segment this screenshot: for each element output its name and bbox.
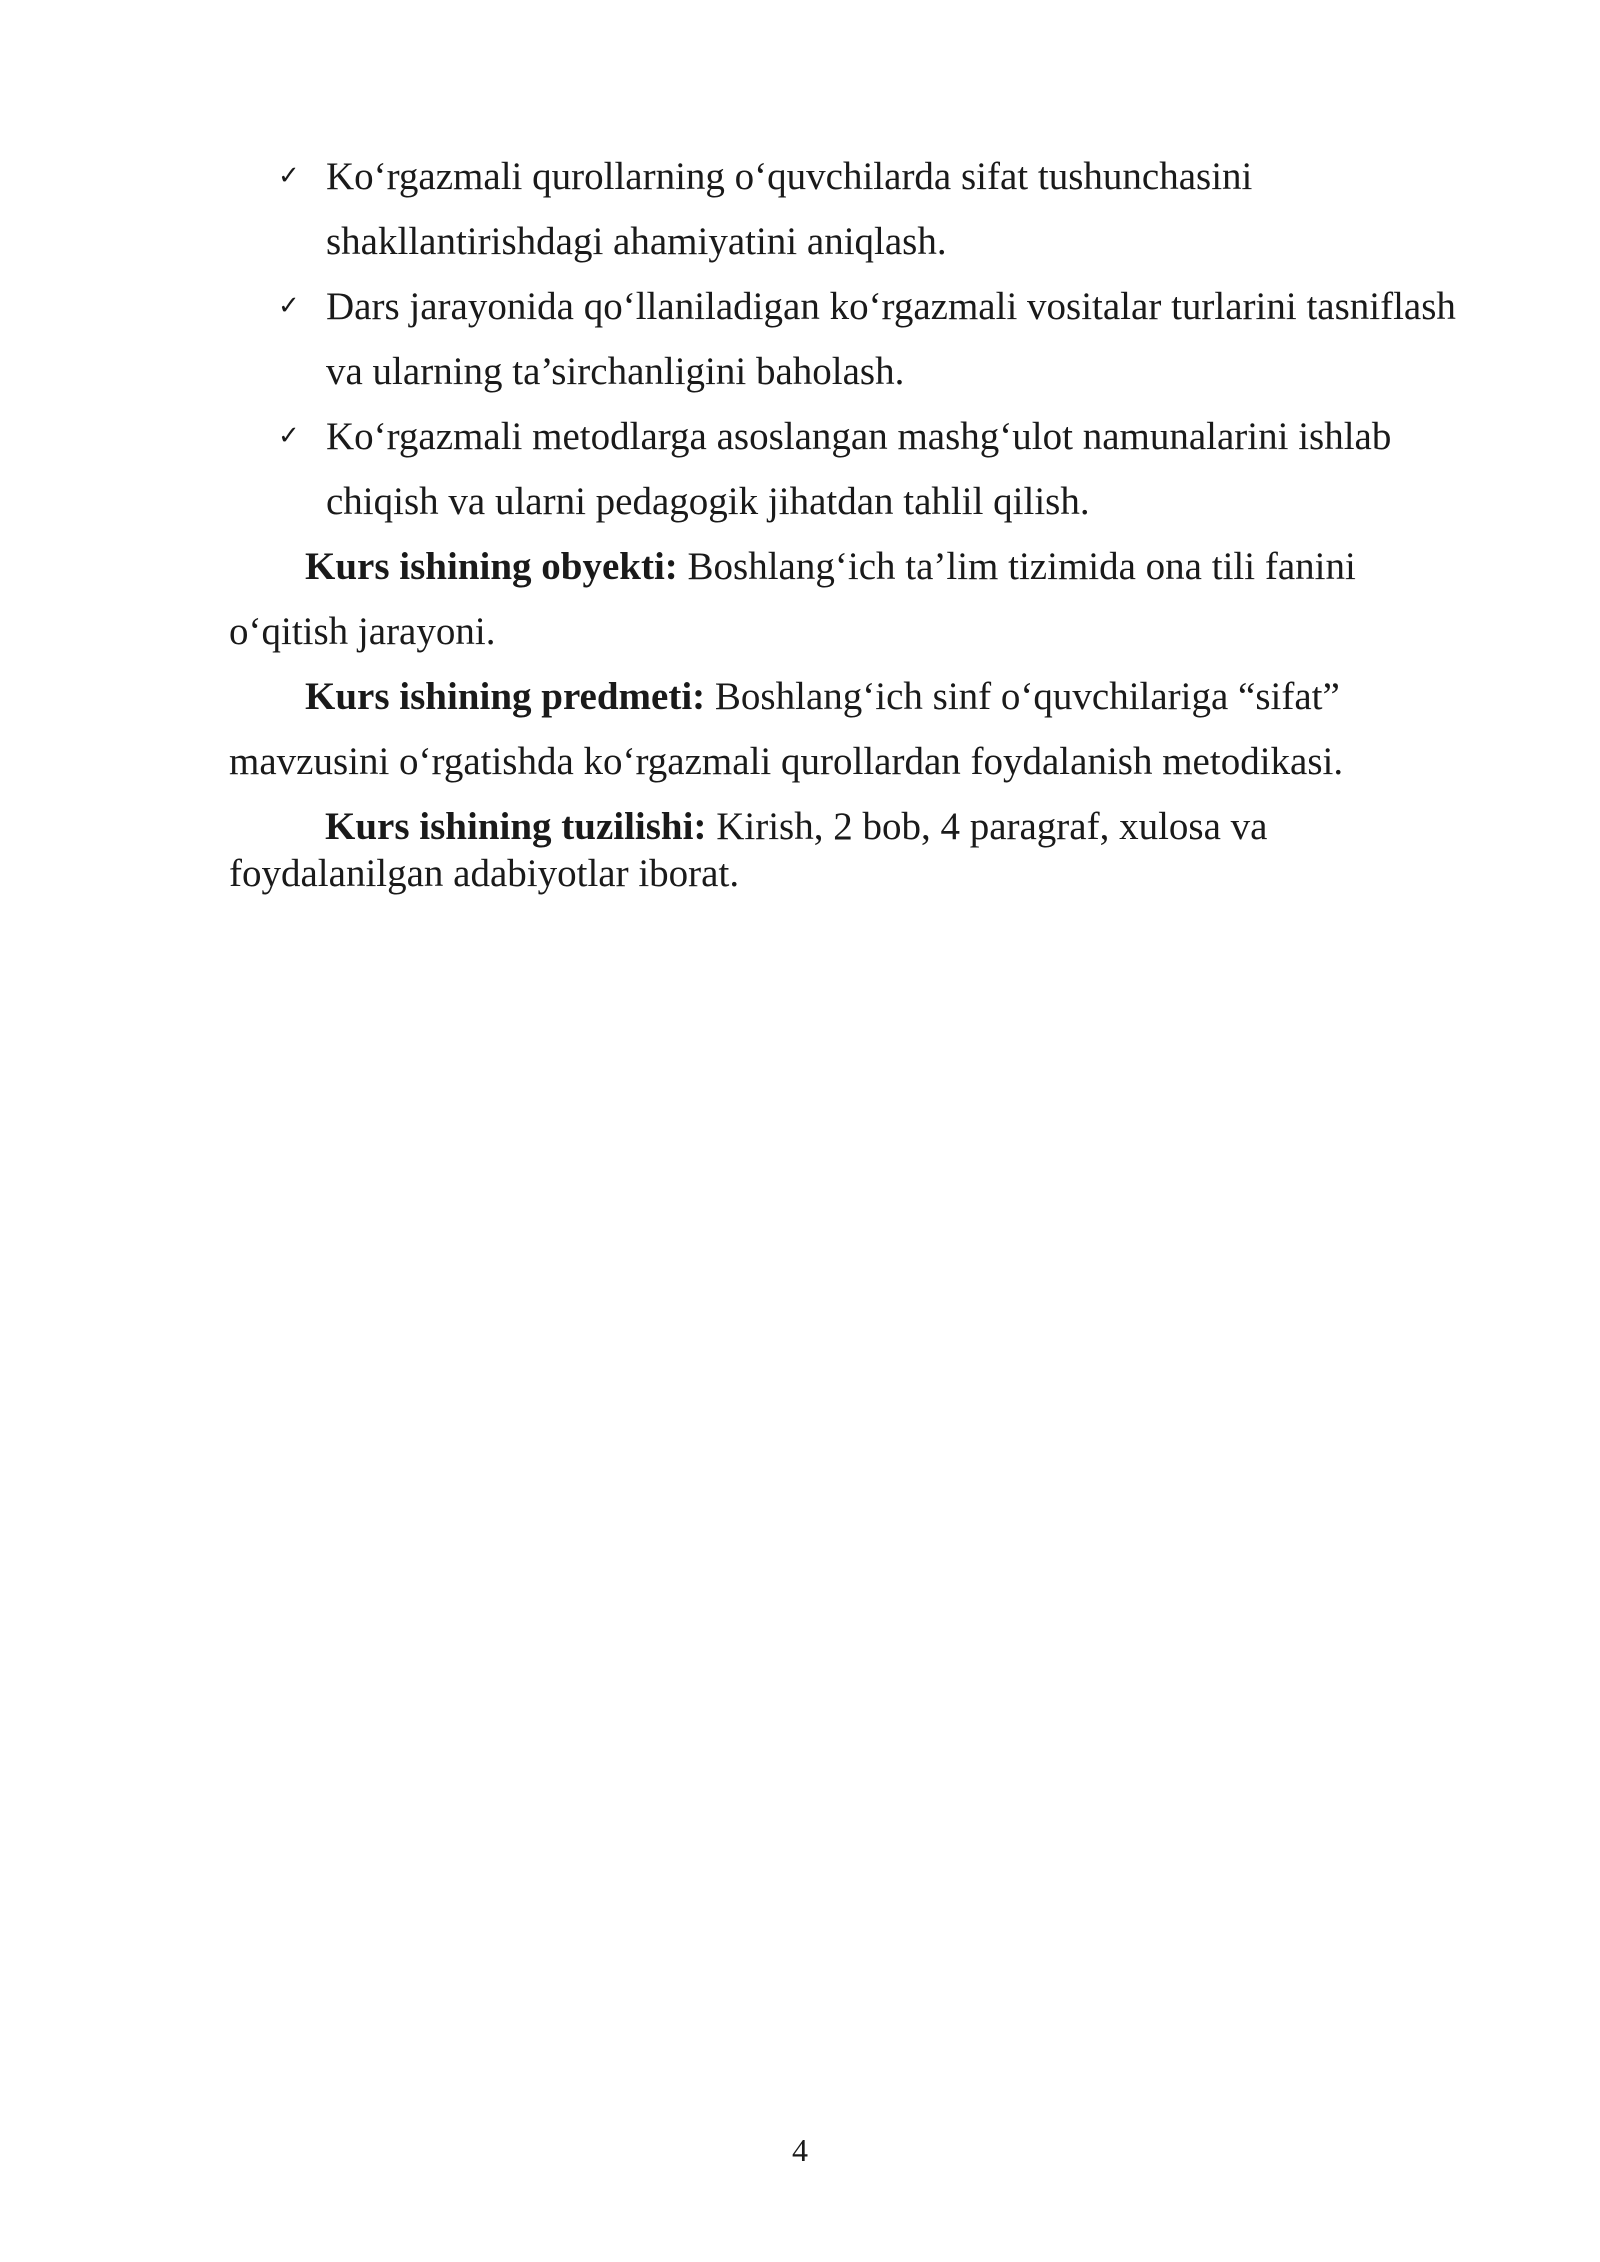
objective-text: Ko‘rgazmali metodlarga asoslangan mashg‘ulot namunalarini ishlab chiqish va ularni pedagogik jihatdan tahlil qilish. bbox=[326, 415, 1392, 523]
paragraph-text: Boshlang‘ich ta’lim tizimida ona tili fanini o‘qitish jarayoni. bbox=[229, 545, 1356, 653]
checkmark-icon: ✓ bbox=[278, 421, 300, 451]
checkmark-icon: ✓ bbox=[278, 291, 300, 321]
objective-text: Ko‘rgazmali qurollarning o‘quvchilarda sifat tushunchasini shakllantirishdagi ahamiyatini aniqlash. bbox=[326, 155, 1253, 263]
paragraph-text: Kirish, 2 bob, 4 paragraf, xulosa va foydalanilgan adabiyotlar iborat. bbox=[229, 805, 1268, 895]
paragraph-object bbox=[229, 534, 1479, 664]
objective-item bbox=[278, 274, 1478, 404]
checkmark-icon: ✓ bbox=[278, 161, 300, 191]
paragraph-subject bbox=[229, 664, 1479, 794]
objective-item bbox=[278, 144, 1478, 274]
objectives-list bbox=[278, 144, 1478, 534]
objective-item bbox=[278, 404, 1478, 534]
paragraph-structure bbox=[229, 794, 1479, 897]
paragraph-label: Kurs ishining obyekti: bbox=[305, 545, 678, 588]
paragraph-label: Kurs ishining tuzilishi: bbox=[325, 805, 707, 848]
page-number: 4 bbox=[792, 2132, 808, 2168]
paragraph-text: Boshlang‘ich sinf o‘quvchilariga “sifat” mavzusini o‘rgatishda ko‘rgazmali qurollardan foydalanish metodikasi. bbox=[229, 675, 1344, 783]
paragraph-label: Kurs ishining predmeti: bbox=[305, 675, 706, 718]
objective-text: Dars jarayonida qo‘llaniladigan ko‘rgazmali vositalar turlarini tasniflash va ularning ta’sirchanligini baholash. bbox=[326, 285, 1456, 393]
